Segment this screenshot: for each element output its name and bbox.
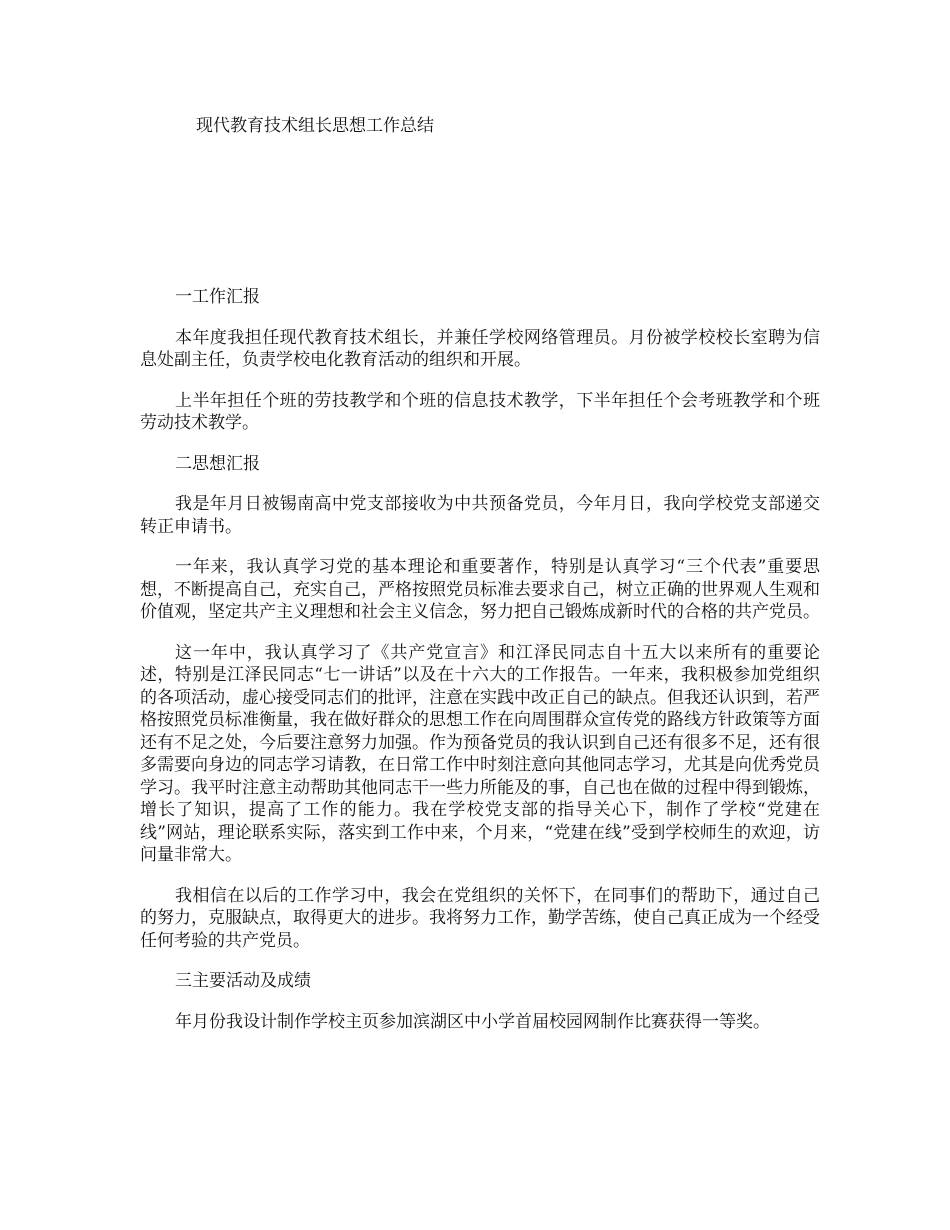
section-heading-1: 一工作汇报 <box>175 287 260 307</box>
section-heading-2: 二思想汇报 <box>175 453 260 474</box>
paragraph: 年月份我设计制作学校主页参加滨湖区中小学首届校园网制作比赛获得一等奖。 <box>175 1011 770 1032</box>
paragraph: 上半年担任个班的劳技教学和个班的信息技术教学，下半年担任个会考班教学和个班劳动技术教学。 <box>140 390 820 433</box>
section-heading-3: 三主要活动及成绩 <box>175 971 311 991</box>
document-body <box>140 286 820 1051</box>
paragraph: 本年度我担任现代教育技术组长，并兼任学校网络管理员。月份被学校校长室聘为信息处副主任，负责学校电化教育活动的组织和开展。 <box>140 327 820 370</box>
paragraph: 这一年中，我认真学习了《共产党宣言》和江泽民同志自十五大以来所有的重要论述，特别是江泽民同志“七一讲话”以及在十六大的工作报告。一年来，我积极参加党组织的各项活动，虚心接受同志们的批评，注意在实践中改正自己的缺点。但我还认识到，若严格按照党员标准衡量，我在做好群众的思想工作在向周围群众宣传党的路线方针政策等方面还有不足之处，今后要注意努力加强。作为预备党员的我认识到自己还有很多不足，还有很多需要向身边的同志学习请教，在日常工作中时刻注意向其他同志学习，尤其是向优秀党员学习。我平时注意主动帮助其他同志干一些力所能及的事，自己也在做的过程中得到锻炼，增长了知识，提高了工作的能力。我在学校党支部的指导关心下，制作了学校“党建在线”网站，理论联系实际，落实到工作中来，个月来，“党建在线”受到学校师生的欢迎，访问量非常大。 <box>140 642 820 865</box>
document-title: 现代教育技术组长思想工作总结 <box>196 116 434 136</box>
paragraph: 我相信在以后的工作学习中，我会在党组织的关怀下，在同事们的帮助下，通过自己的努力，克服缺点，取得更大的进步。我将努力工作，勤学苦练，使自己真正成为一个经受任何考验的共产党员。 <box>140 885 820 951</box>
paragraph: 一年来，我认真学习党的基本理论和重要著作，特别是认真学习“三个代表”重要思想，不断提高自己，充实自己，严格按照党员标准去要求自己，树立正确的世界观人生观和价值观，坚定共产主义理想和社会主义信念，努力把自己锻炼成新时代的合格的共产党员。 <box>140 557 820 622</box>
paragraph: 我是年月日被锡南高中党支部接收为中共预备党员，今年月日，我向学校党支部递交转正申请书。 <box>140 494 820 537</box>
